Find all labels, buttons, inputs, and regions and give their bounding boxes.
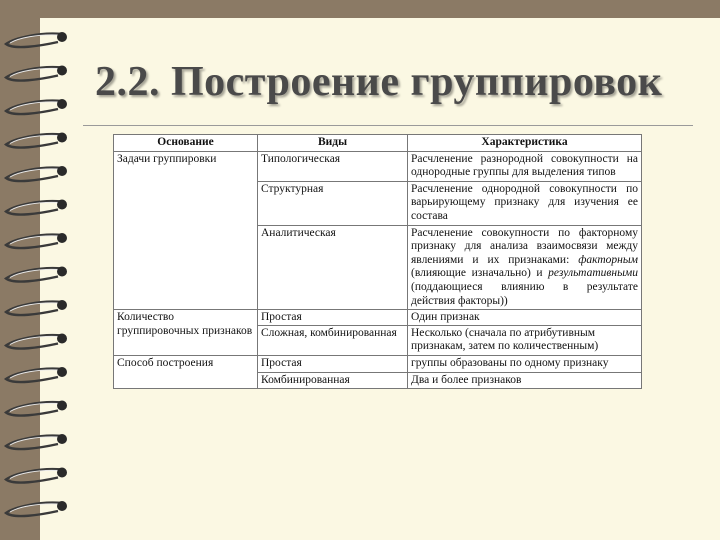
header-kinds: Виды (258, 135, 408, 152)
characteristic-cell (408, 225, 642, 310)
basis-cell: Количество группировочных признаков (114, 310, 258, 356)
title-divider (83, 125, 693, 126)
characteristic-text: (поддающиеся влиянию в результате действия факторы)) (411, 280, 638, 307)
characteristic-cell: Расчленение однородной совокупности по варьирующему признаку для изучения ее состава (408, 181, 642, 225)
characteristic-cell: группы образованы по одному признаку (408, 355, 642, 372)
characteristic-emphasis: факторным (578, 253, 638, 266)
spiral-binding-icon (0, 0, 80, 540)
ring-hole (57, 166, 67, 176)
table-row (114, 151, 642, 181)
ring-hole (57, 66, 67, 76)
ring-hole (57, 401, 67, 411)
characteristic-cell (408, 310, 642, 356)
kind-cell: Структурная (258, 181, 408, 225)
ring-hole (57, 367, 67, 377)
characteristic-cell: Два и более признаков (408, 372, 642, 389)
grouping-table (113, 134, 641, 389)
ring-hole (57, 468, 67, 478)
basis-cell: Задачи группировки (114, 151, 258, 310)
header-characteristic: Характеристика (408, 135, 642, 152)
ring-hole (57, 99, 67, 109)
kind-cell: Аналитическая (258, 225, 408, 310)
kind-cell: Комбинированная (258, 372, 408, 389)
characteristic-emphasis: результативными (548, 267, 638, 280)
table-header-row (114, 135, 642, 152)
characteristic-text: (влияющие изначально) и (411, 267, 549, 280)
slide-title: 2.2. Построение группировок (95, 59, 663, 105)
ring-hole (57, 32, 67, 42)
kind-simple: Простая (261, 311, 302, 324)
header-basis: Основание (114, 135, 258, 152)
kind-cell: Типологическая (258, 151, 408, 181)
characteristic-text: Расчленение совокупности по факторному признаку для анализа взаимосвязи между явлениями и их признаками: (411, 226, 638, 266)
characteristic-simple: Один признак (411, 311, 480, 324)
ring-hole (57, 267, 67, 277)
kind-cell (258, 310, 408, 356)
characteristic-cell: Расчленение разнородной совокупности на однородные группы для выделения типов (408, 151, 642, 181)
characteristic-complex: Несколько (сначала по атрибутивным признакам, затем по количественным) (408, 325, 641, 354)
ring-hole (57, 501, 67, 511)
basis-cell: Способ построения (114, 355, 258, 388)
kind-complex: Сложная, комбинированная (258, 325, 407, 341)
table-row (114, 310, 642, 356)
ring-hole (57, 334, 67, 344)
table-row (114, 355, 642, 372)
kind-cell: Простая (258, 355, 408, 372)
ring-hole (57, 233, 67, 243)
ring-hole (57, 200, 67, 210)
ring-hole (57, 434, 67, 444)
ring-hole (57, 133, 67, 143)
ring-hole (57, 300, 67, 310)
